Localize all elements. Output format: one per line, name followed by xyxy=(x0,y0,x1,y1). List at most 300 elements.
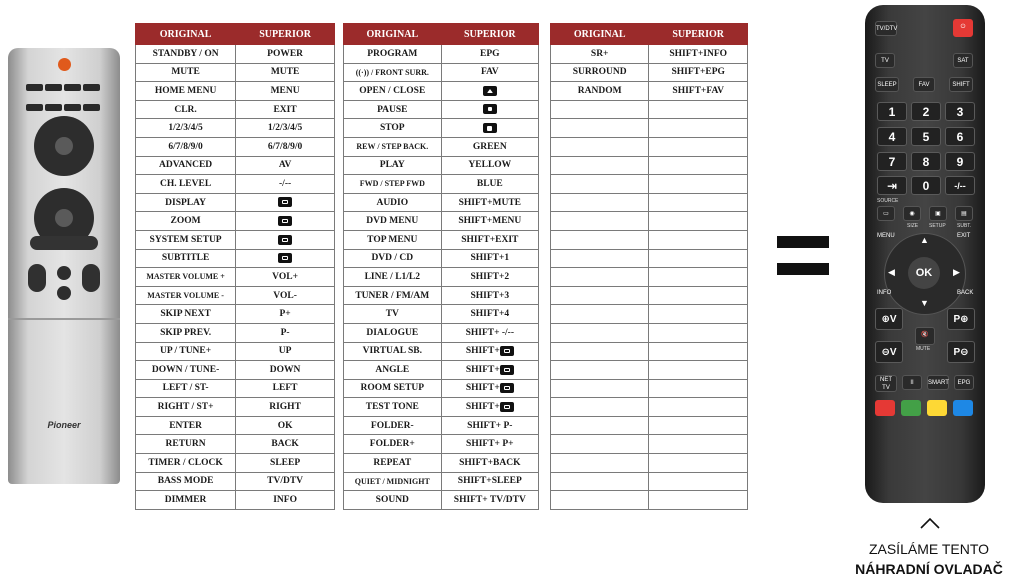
smart-button: SMART xyxy=(927,375,949,390)
button-glyph-icon xyxy=(500,346,514,356)
mapping-table-2 xyxy=(343,23,539,510)
header-superior: SUPERIOR xyxy=(649,24,748,45)
empty-cell xyxy=(551,454,649,473)
superior-key xyxy=(236,286,335,305)
superior-key-text: SHIFT+FAV xyxy=(672,85,724,96)
table-row xyxy=(136,249,335,268)
original-key: 1/2/3/4/5 xyxy=(136,119,236,138)
setup-label: SETUP xyxy=(929,223,946,229)
empty-cell xyxy=(649,416,748,435)
superior-key xyxy=(236,342,335,361)
mapping-table-3 xyxy=(550,23,748,510)
table-row-empty xyxy=(551,268,748,287)
table-row-empty xyxy=(551,175,748,194)
empty-cell xyxy=(551,305,649,324)
table-row xyxy=(136,82,335,101)
empty-cell xyxy=(551,435,649,454)
superior-key xyxy=(236,398,335,417)
superior-key xyxy=(441,361,538,380)
superior-key xyxy=(441,454,538,473)
superior-key xyxy=(236,323,335,342)
table-row xyxy=(136,156,335,175)
empty-cell xyxy=(551,286,649,305)
table-row xyxy=(344,45,539,64)
empty-cell xyxy=(551,472,649,491)
table-row xyxy=(344,212,539,231)
ch-button xyxy=(28,264,46,292)
subt-label: SUBT. xyxy=(957,223,972,229)
empty-cell xyxy=(649,379,748,398)
caption-line-1: ZASÍLÁME TENTO xyxy=(868,541,990,557)
button-glyph-icon xyxy=(483,86,497,96)
brand-logo: Pioneer xyxy=(47,420,81,430)
num-key-4: 4 xyxy=(877,127,907,146)
original-key: SURROUND xyxy=(551,63,649,82)
superior-key xyxy=(441,156,538,175)
superior-key-text: FAV xyxy=(480,67,499,78)
empty-cell xyxy=(551,212,649,231)
table-row xyxy=(136,45,335,64)
table-row-empty xyxy=(551,305,748,324)
sat-button: SAT xyxy=(953,53,973,68)
superior-key-text: INFO xyxy=(273,495,297,506)
empty-cell xyxy=(551,323,649,342)
arrow-left-icon: ◀ xyxy=(888,267,895,277)
original-key: ADVANCED xyxy=(136,156,236,175)
superior-key xyxy=(441,398,538,417)
superior-key xyxy=(236,379,335,398)
table-row xyxy=(344,249,539,268)
table-row-empty xyxy=(551,454,748,473)
net-tv-button: NET TV xyxy=(875,375,897,392)
table-row-empty xyxy=(551,193,748,212)
superior-key xyxy=(236,435,335,454)
superior-key xyxy=(236,63,335,82)
superior-key-text: SHIFT+BACK xyxy=(459,457,521,468)
empty-cell xyxy=(551,119,649,138)
table-row xyxy=(344,305,539,324)
superior-key xyxy=(236,156,335,175)
table-row xyxy=(136,230,335,249)
table-row xyxy=(551,82,748,101)
empty-cell xyxy=(649,454,748,473)
source-key-icon: ⇥ xyxy=(877,176,907,195)
master-volume-bar xyxy=(30,236,98,250)
superior-key xyxy=(441,435,538,454)
table-row xyxy=(136,361,335,380)
header-original: ORIGINAL xyxy=(551,24,649,45)
superior-key-text: P- xyxy=(280,327,290,338)
vol-down-button: ⊖V xyxy=(875,341,903,363)
empty-cell xyxy=(649,119,748,138)
empty-cell xyxy=(551,175,649,194)
original-key: BASS MODE xyxy=(136,472,236,491)
shift-button: SHIFT xyxy=(949,77,973,92)
original-key: FWD / STEP FWD xyxy=(344,175,442,194)
source-label: SOURCE xyxy=(877,198,899,204)
info-label: INFO xyxy=(877,290,892,296)
superior-key xyxy=(236,268,335,287)
superior-key xyxy=(236,193,335,212)
superior-key xyxy=(649,82,748,101)
superior-key xyxy=(441,305,538,324)
original-key: ANGLE xyxy=(344,361,442,380)
superior-key-text: SHIFT+ TV/DTV xyxy=(453,495,526,506)
mute-icon: 🔇 xyxy=(915,327,935,345)
superior-key xyxy=(441,342,538,361)
original-remote-image xyxy=(8,48,120,484)
yellow-button xyxy=(927,400,947,416)
header-superior: SUPERIOR xyxy=(441,24,538,45)
empty-cell xyxy=(551,268,649,287)
superior-key-text: TV/DTV xyxy=(267,476,304,487)
superior-key xyxy=(649,45,748,64)
original-key: TIMER / CLOCK xyxy=(136,454,236,473)
original-key: TEST TONE xyxy=(344,398,442,417)
superior-key xyxy=(236,175,335,194)
empty-cell xyxy=(551,249,649,268)
empty-cell xyxy=(649,268,748,287)
header-original: ORIGINAL xyxy=(344,24,442,45)
superior-key-text: SHIFT+EPG xyxy=(671,67,725,78)
original-key: SKIP NEXT xyxy=(136,305,236,324)
table-row xyxy=(551,63,748,82)
table-row-empty xyxy=(551,156,748,175)
original-key: TV xyxy=(344,305,442,324)
superior-key-text: SHIFT+INFO xyxy=(669,48,728,59)
superior-key xyxy=(236,472,335,491)
superior-key-text: P+ xyxy=(279,309,291,320)
superior-key-text: EXIT xyxy=(273,104,297,115)
superior-key-text: -/-- xyxy=(279,178,292,189)
original-key: RANDOM xyxy=(551,82,649,101)
original-key: 6/7/8/9/0 xyxy=(136,137,236,156)
chevron-up-icon xyxy=(920,517,940,529)
superior-key-text: SHIFT+ xyxy=(465,383,500,394)
empty-cell xyxy=(551,230,649,249)
table-row xyxy=(136,435,335,454)
superior-key xyxy=(441,249,538,268)
superior-key-text: SHIFT+ xyxy=(465,402,500,413)
table-row-empty xyxy=(551,119,748,138)
vol-button xyxy=(82,264,100,292)
superior-key-text: MENU xyxy=(270,85,300,96)
original-key: RETURN xyxy=(136,435,236,454)
empty-cell xyxy=(649,361,748,380)
empty-cell xyxy=(649,249,748,268)
table-row xyxy=(136,342,335,361)
zoom-icon: ◉ xyxy=(903,206,921,221)
table-row xyxy=(136,63,335,82)
table-row xyxy=(136,268,335,287)
original-key: PAUSE xyxy=(344,100,442,119)
remote-button-row xyxy=(26,78,102,85)
superior-key xyxy=(649,63,748,82)
original-key: HOME MENU xyxy=(136,82,236,101)
table-row xyxy=(344,454,539,473)
button-glyph-icon xyxy=(278,235,292,245)
empty-cell xyxy=(649,137,748,156)
superior-key-text: SHIFT+EXIT xyxy=(461,234,519,245)
original-key: DIMMER xyxy=(136,491,236,510)
original-key: SUBTITLE xyxy=(136,249,236,268)
empty-cell xyxy=(649,491,748,510)
table-row xyxy=(344,175,539,194)
table-row xyxy=(344,230,539,249)
superior-key xyxy=(236,416,335,435)
table-row xyxy=(136,193,335,212)
tv-dtv-button: TV/DTV xyxy=(875,21,897,36)
table-row xyxy=(136,379,335,398)
superior-key xyxy=(441,268,538,287)
table-row xyxy=(344,119,539,138)
ok-button: OK xyxy=(908,257,940,289)
superior-key-text: 6/7/8/9/0 xyxy=(267,141,303,152)
superior-key-text: LEFT xyxy=(272,383,298,394)
table-row xyxy=(344,398,539,417)
superior-key-text: MUTE xyxy=(270,67,300,78)
remote-dpad-top xyxy=(34,116,94,176)
table-row xyxy=(344,193,539,212)
equals-bar-top xyxy=(777,236,829,248)
original-key: REW / STEP BACK. xyxy=(344,137,442,156)
superior-key-text: OK xyxy=(277,420,293,431)
superior-key-text: 1/2/3/4/5 xyxy=(267,123,303,134)
original-key: UP / TUNE+ xyxy=(136,342,236,361)
original-key: FOLDER- xyxy=(344,416,442,435)
table-row xyxy=(136,286,335,305)
superior-key xyxy=(441,137,538,156)
empty-cell xyxy=(649,472,748,491)
red-button xyxy=(875,400,895,416)
arrow-right-icon: ▶ xyxy=(953,267,960,277)
original-key: SYSTEM SETUP xyxy=(136,230,236,249)
table-row xyxy=(136,305,335,324)
superior-key-text: SHIFT+MUTE xyxy=(458,197,522,208)
arrow-down-icon: ▼ xyxy=(920,298,929,308)
superior-key-text: RIGHT xyxy=(269,402,301,413)
table-row xyxy=(344,137,539,156)
superior-key-text: SHIFT+2 xyxy=(470,271,510,282)
table-row xyxy=(344,323,539,342)
superior-key-text: SLEEP xyxy=(270,457,301,468)
superior-key-text: SHIFT+4 xyxy=(470,309,510,320)
superior-key xyxy=(441,45,538,64)
caption-line-2: NÁHRADNÍ OVLADAČ xyxy=(855,561,1003,577)
superior-key xyxy=(441,472,538,491)
empty-cell xyxy=(649,305,748,324)
superior-key xyxy=(441,230,538,249)
remote-divider xyxy=(8,318,120,320)
num-key-3: 3 xyxy=(945,102,975,121)
original-key: SOUND xyxy=(344,491,442,510)
button-glyph-icon xyxy=(278,216,292,226)
superior-key-text: SHIFT+MENU xyxy=(458,216,522,227)
superior-key-text: SHIFT+ -/-- xyxy=(465,327,515,338)
superior-key-text: SHIFT+SLEEP xyxy=(457,476,522,487)
superior-key-text: GREEN xyxy=(472,141,507,152)
empty-cell xyxy=(551,137,649,156)
empty-cell xyxy=(649,398,748,417)
pause-button: II xyxy=(902,375,922,390)
table-row xyxy=(344,472,539,491)
table-row-empty xyxy=(551,491,748,510)
superior-key xyxy=(441,416,538,435)
power-small-icon xyxy=(57,266,71,280)
original-key: DOWN / TUNE- xyxy=(136,361,236,380)
size-label: SIZE xyxy=(907,223,919,229)
num-key-8: 8 xyxy=(911,152,941,171)
superior-key-text: VOL- xyxy=(273,290,297,301)
superior-key-text: BACK xyxy=(271,439,299,450)
table-row-empty xyxy=(551,435,748,454)
table-row-empty xyxy=(551,286,748,305)
superior-key xyxy=(236,212,335,231)
button-glyph-icon xyxy=(500,383,514,393)
subtitle-icon: ▤ xyxy=(955,206,973,221)
table-row xyxy=(136,398,335,417)
table-row xyxy=(551,45,748,64)
table-row-empty xyxy=(551,398,748,417)
empty-cell xyxy=(551,491,649,510)
table-row xyxy=(344,82,539,101)
mute-label: MUTE xyxy=(916,346,931,352)
empty-cell xyxy=(551,193,649,212)
original-key: LINE / L1/L2 xyxy=(344,268,442,287)
superior-key xyxy=(441,323,538,342)
empty-cell xyxy=(551,361,649,380)
ch-down-button: P⊖ xyxy=(947,341,975,363)
table-row-empty xyxy=(551,361,748,380)
table-row xyxy=(344,435,539,454)
button-glyph-icon xyxy=(483,104,497,114)
table-row xyxy=(136,119,335,138)
table-row xyxy=(136,491,335,510)
empty-cell xyxy=(551,156,649,175)
original-key: DVD MENU xyxy=(344,212,442,231)
superior-key xyxy=(441,82,538,101)
superior-key xyxy=(441,212,538,231)
original-key: TUNER / FM/AM xyxy=(344,286,442,305)
original-key: STANDBY / ON xyxy=(136,45,236,64)
superior-key xyxy=(236,137,335,156)
empty-cell xyxy=(649,435,748,454)
superior-key-text: YELLOW xyxy=(468,160,512,171)
button-glyph-icon xyxy=(278,197,292,207)
empty-cell xyxy=(649,156,748,175)
dash-key: -/-- xyxy=(945,176,975,195)
header-original: ORIGINAL xyxy=(136,24,236,45)
superior-key xyxy=(441,286,538,305)
blue-button xyxy=(953,400,973,416)
superior-key xyxy=(441,100,538,119)
empty-cell xyxy=(649,286,748,305)
original-key: DVD / CD xyxy=(344,249,442,268)
original-key: SR+ xyxy=(551,45,649,64)
superior-key-text: AV xyxy=(278,160,292,171)
original-key: SKIP PREV. xyxy=(136,323,236,342)
superior-key xyxy=(236,82,335,101)
superior-key xyxy=(236,491,335,510)
menu-label: MENU xyxy=(877,233,895,239)
original-key: OPEN / CLOSE xyxy=(344,82,442,101)
original-key: DISPLAY xyxy=(136,193,236,212)
table-row xyxy=(136,454,335,473)
table-row xyxy=(344,268,539,287)
superior-key-text: VOL+ xyxy=(272,271,298,282)
superior-key xyxy=(236,230,335,249)
button-glyph-icon xyxy=(483,123,497,133)
button-glyph-icon xyxy=(500,365,514,375)
table-row-empty xyxy=(551,379,748,398)
table-row xyxy=(344,491,539,510)
original-key: PROGRAM xyxy=(344,45,442,64)
superior-key-text: DOWN xyxy=(269,364,301,375)
table-row xyxy=(344,416,539,435)
display-icon: ▭ xyxy=(877,206,895,221)
table-row-empty xyxy=(551,137,748,156)
remote-button-row xyxy=(26,98,102,105)
table-row xyxy=(136,416,335,435)
original-key: MUTE xyxy=(136,63,236,82)
table-row xyxy=(344,379,539,398)
power-icon: ⏻ xyxy=(953,19,973,37)
original-key: CH. LEVEL xyxy=(136,175,236,194)
table-row xyxy=(344,100,539,119)
original-key: MASTER VOLUME - xyxy=(136,286,236,305)
setup-icon: ▣ xyxy=(929,206,947,221)
original-key: PLAY xyxy=(344,156,442,175)
original-key: DIALOGUE xyxy=(344,323,442,342)
exit-label: EXIT xyxy=(957,233,971,239)
superior-key xyxy=(441,175,538,194)
superior-key xyxy=(441,63,538,82)
original-key: VIRTUAL SB. xyxy=(344,342,442,361)
original-key: ZOOM xyxy=(136,212,236,231)
original-key: LEFT / ST- xyxy=(136,379,236,398)
table-row xyxy=(344,286,539,305)
superior-key-text: SHIFT+ xyxy=(465,364,500,375)
superior-key-text: EPG xyxy=(480,48,500,59)
superior-key xyxy=(441,491,538,510)
original-key: RIGHT / ST+ xyxy=(136,398,236,417)
superior-key-text: SHIFT+ xyxy=(465,346,500,357)
button-glyph-icon xyxy=(500,402,514,412)
superior-key xyxy=(236,454,335,473)
power-icon xyxy=(58,58,71,71)
table-row-empty xyxy=(551,416,748,435)
table-row xyxy=(344,156,539,175)
superior-key xyxy=(236,305,335,324)
superior-key-text: SHIFT+ P+ xyxy=(466,439,514,450)
num-key-0: 0 xyxy=(911,176,941,195)
superior-key xyxy=(236,100,335,119)
num-key-7: 7 xyxy=(877,152,907,171)
num-key-2: 2 xyxy=(911,102,941,121)
table-row xyxy=(136,323,335,342)
table-row-empty xyxy=(551,212,748,231)
table-row-empty xyxy=(551,472,748,491)
superior-key xyxy=(236,119,335,138)
empty-cell xyxy=(551,379,649,398)
input-small-icon xyxy=(57,286,71,300)
equals-bar-bottom xyxy=(777,263,829,275)
original-key: ENTER xyxy=(136,416,236,435)
superior-key xyxy=(236,361,335,380)
superior-key-text: POWER xyxy=(267,48,304,59)
fav-button: FAV xyxy=(913,77,935,92)
original-key: TOP MENU xyxy=(344,230,442,249)
